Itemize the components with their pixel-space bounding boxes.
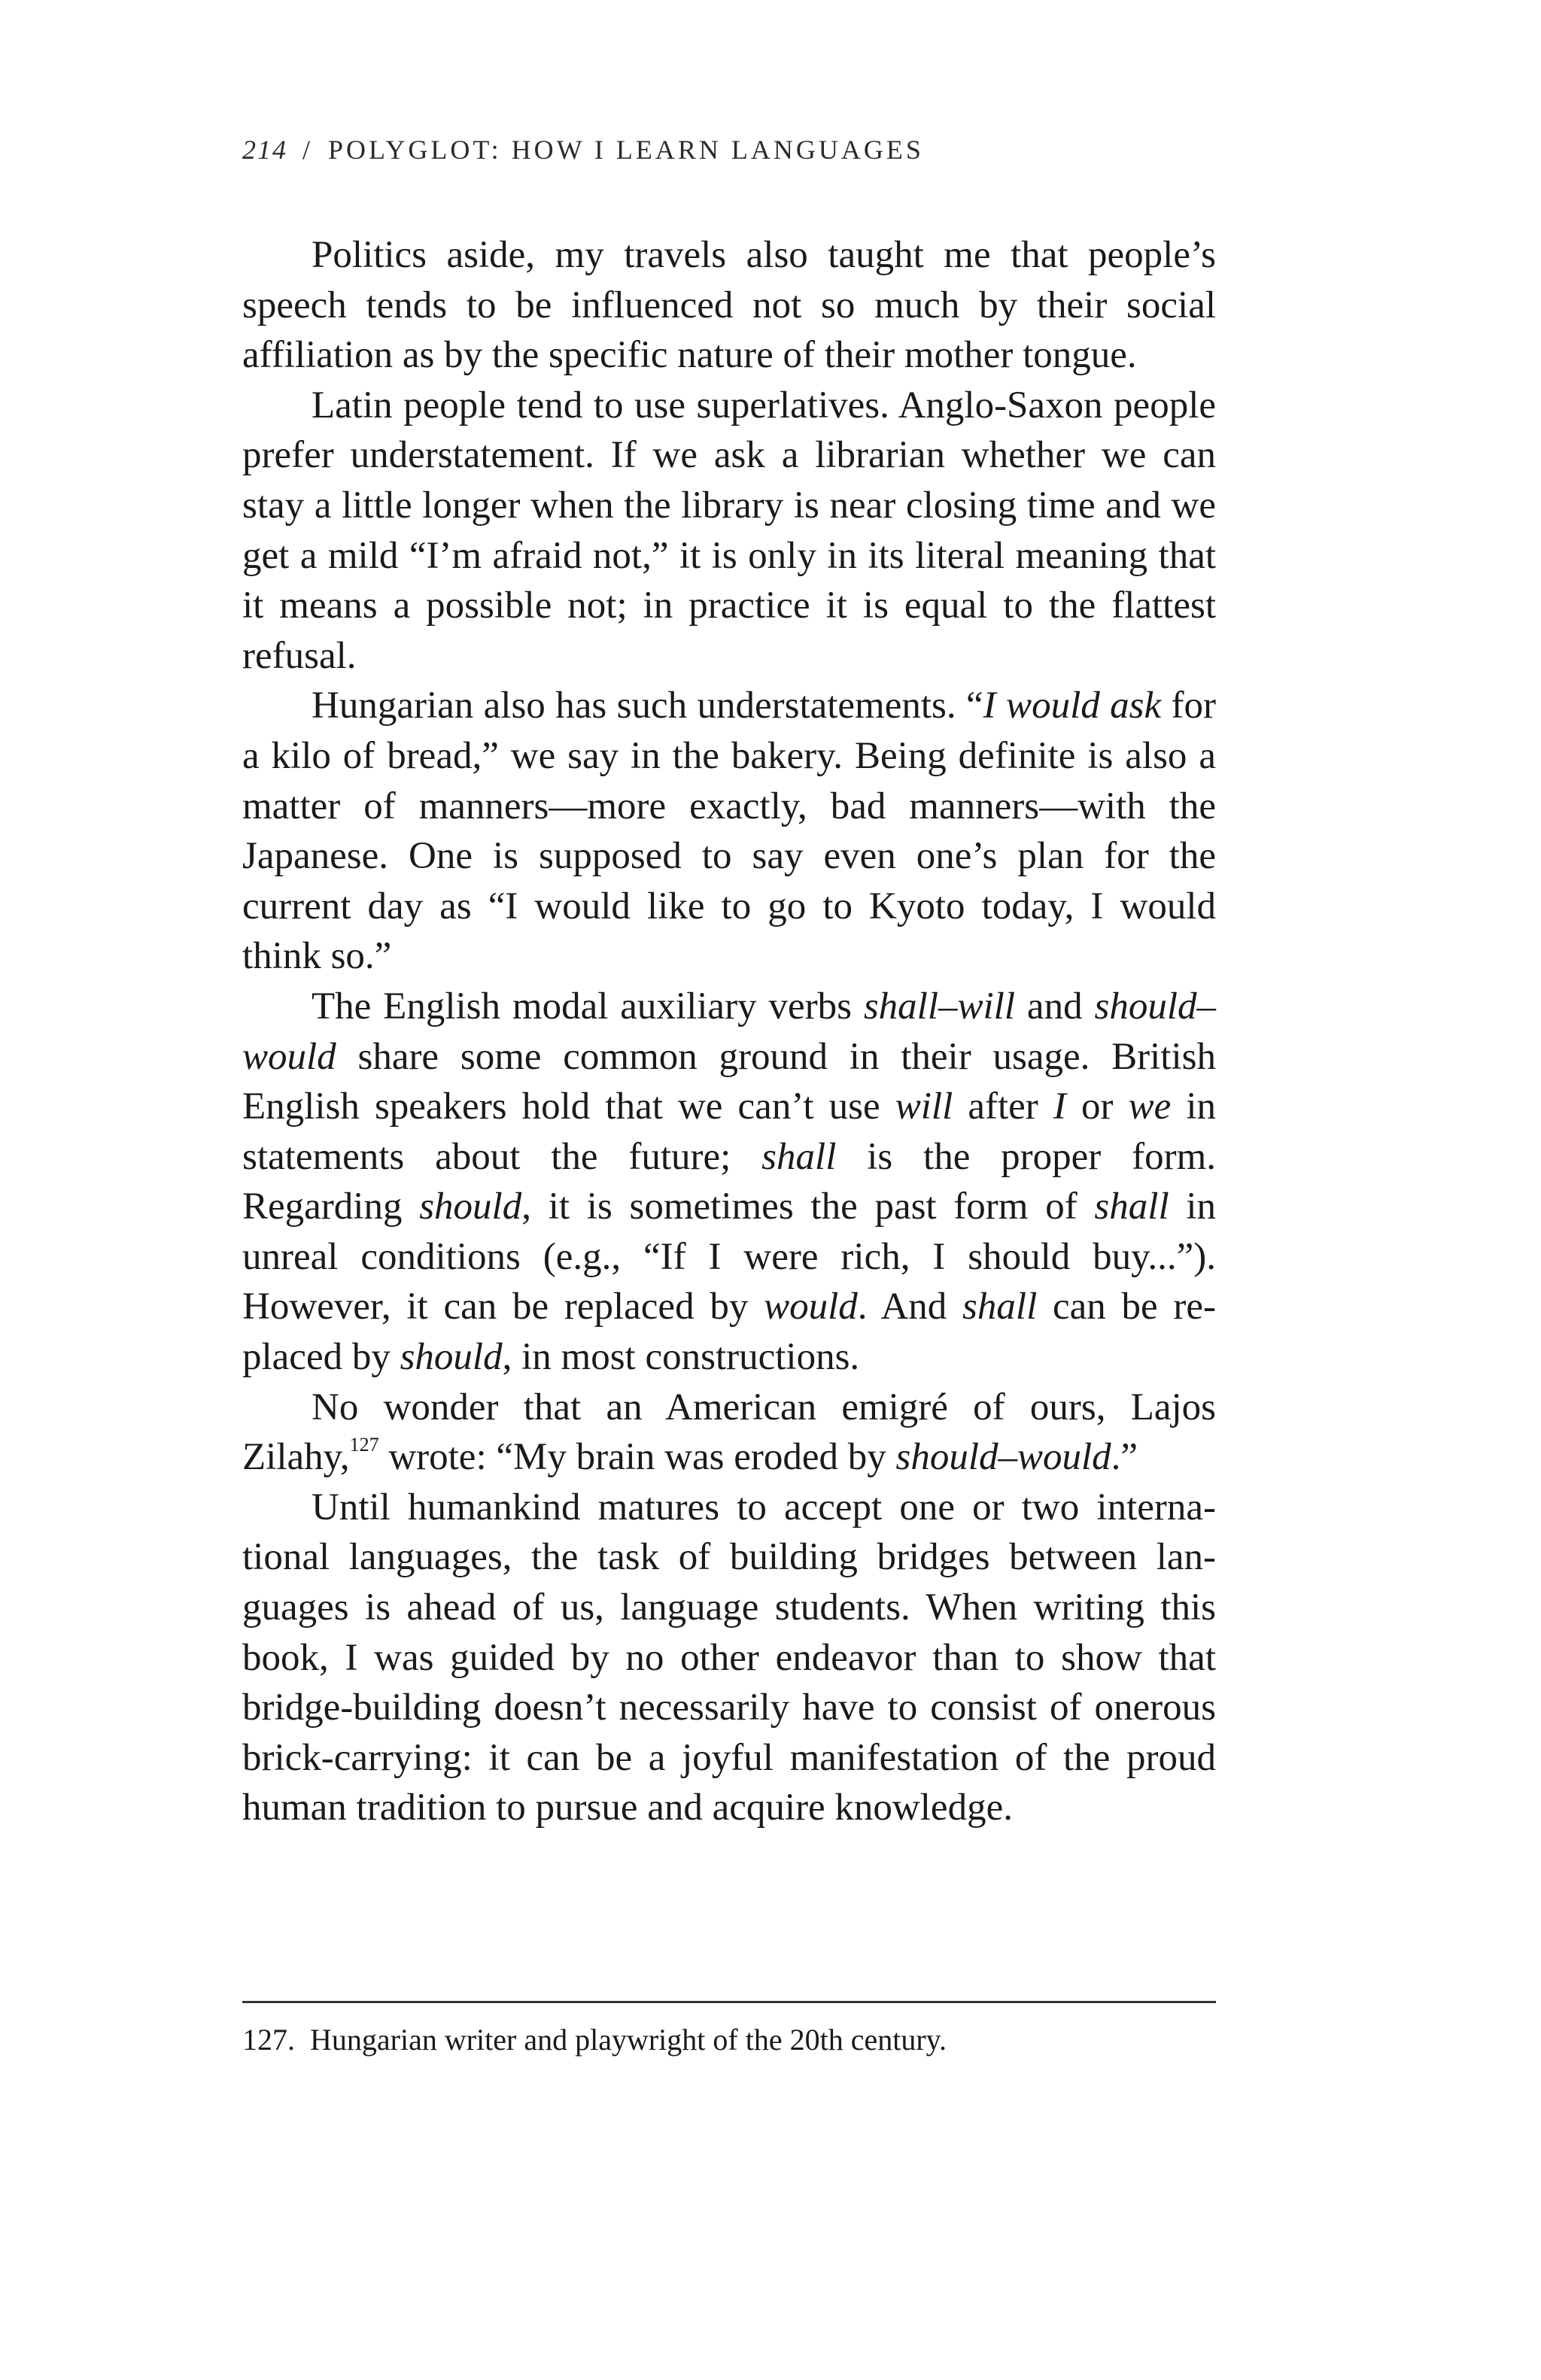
- text-run: , it is sometimes the past form of: [521, 1185, 1095, 1228]
- emphasis: will: [895, 1085, 953, 1128]
- footnote-divider: [242, 2001, 1216, 2003]
- emphasis: shall: [1094, 1185, 1169, 1228]
- emphasis: would: [764, 1286, 858, 1328]
- paragraph-humankind: Until humankind matures to accept one or two international languages, the task of building bridges between languages is ahead of us, language students. When writing this book, I was guided by no other endeavor than to show that bridge-building doesn’t necessarily have to consist of onerous brick-carrying: it can be a joyful manifestation of the proud human tradition to pursue and acquire knowledge.: [242, 1486, 1216, 1829]
- text-run: .”: [1111, 1436, 1138, 1479]
- text-run: or: [1065, 1085, 1129, 1128]
- paragraph-hungarian: [242, 681, 1216, 982]
- header-separator: /: [302, 135, 314, 165]
- paragraph-english-modals: [242, 982, 1216, 1383]
- emphasis: should–would: [242, 985, 1216, 1078]
- emphasis: I: [1053, 1085, 1066, 1128]
- footnote-number: 127.: [242, 2023, 295, 2057]
- footnote: [242, 2020, 1216, 2060]
- text-run: The English modal auxiliary verbs: [312, 985, 864, 1028]
- paragraph-zilahy: [242, 1383, 1216, 1483]
- emphasis: we: [1128, 1085, 1172, 1128]
- emphasis: should: [419, 1185, 522, 1228]
- text-run: can be replaced by: [242, 1286, 1216, 1379]
- text-run: . And: [857, 1286, 963, 1328]
- paragraph-latin-people: Latin people tend to use superlatives. Anglo-Saxon people prefer understatement. If we ask a librarian whether we can stay a little longer when the library is near closing time and we get a mild “I’m afraid not,” it is only in its literal meaning that it means a possible not; in practice it is equal to the flattest refusal.: [242, 384, 1216, 677]
- emphasis: should–would: [895, 1436, 1111, 1479]
- page-number: 214: [242, 135, 287, 165]
- text-run: , in most constructions.: [502, 1336, 860, 1379]
- paragraph-politics: Politics aside, my travels also taught me that people’s speech tends to be influenced not so much by their social affiliation as by the specific nature of their mother tongue.: [242, 234, 1216, 377]
- text-run: No wonder that an American emigré of ours, Lajos Zilahy,: [242, 1386, 1216, 1479]
- emphasis: shall: [761, 1135, 837, 1178]
- footnote-text: Hungarian writer and playwright of the 20th century.: [310, 2023, 947, 2057]
- text-run: in statements about the future;: [242, 1085, 1217, 1178]
- text-run: for a kilo of bread,” we say in the bakery. Being definite is also a matter of manners—more exactly, bad manners—with the Japanese. One is supposed to say even one’s plan for the current day as “I would like to go to Kyoto today, I would think so.”: [242, 685, 1217, 978]
- emphasis: should: [400, 1336, 503, 1379]
- running-head: [242, 134, 924, 165]
- text-run: is the proper form. Regarding: [242, 1135, 1216, 1228]
- footnote-reference: 127: [349, 1434, 379, 1456]
- text-run: share some common ground in their usage. British English speakers hold that we can’t use: [242, 1035, 1216, 1128]
- emphasis: I would ask: [983, 685, 1162, 727]
- emphasis: shall: [962, 1286, 1038, 1328]
- book-title: POLYGLOT: HOW I LEARN LANGUAGES: [328, 135, 924, 165]
- text-run: and: [1015, 985, 1095, 1028]
- text-run: wrote: “My brain was eroded by: [378, 1436, 896, 1479]
- text-run: in unreal conditions (e.g., “If I were rich, I should buy...”). However, it can be replaced by: [242, 1185, 1217, 1328]
- text-run: after: [953, 1085, 1053, 1128]
- text-run: Hungarian also has such understatements. “: [312, 685, 983, 727]
- body-text: [242, 230, 1216, 1833]
- emphasis: shall–will: [863, 985, 1016, 1028]
